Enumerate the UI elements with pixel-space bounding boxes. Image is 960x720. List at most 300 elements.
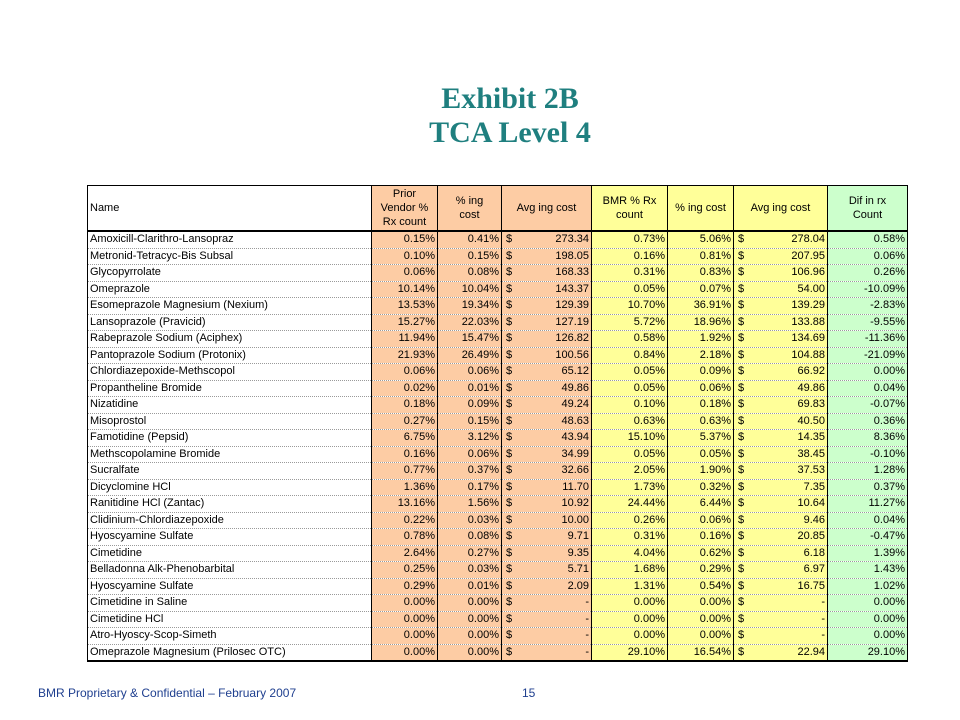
header-dif-l1: Dif in rx <box>848 195 887 207</box>
amount: 54.00 <box>797 282 825 295</box>
cell-name: Rabeprazole Sodium (Aciphex) <box>88 331 372 348</box>
cell-name: Hyoscyamine Sulfate <box>88 529 372 546</box>
cell-pct-ing: 3.12% <box>438 430 502 447</box>
cell-dif: -10.09% <box>828 281 908 298</box>
cell-bmr-avg-ing <box>734 611 828 628</box>
cell-avg-ing <box>502 248 592 265</box>
currency-symbol: $ <box>506 414 513 427</box>
table-row <box>88 347 908 364</box>
amount: 9.46 <box>803 513 825 526</box>
cell-bmr-avg-ing <box>734 380 828 397</box>
header-bmr-avg-ing: Avg ing cost <box>734 186 828 232</box>
cell-bmr-pct-ing: 6.44% <box>668 496 734 513</box>
amount: 207.95 <box>791 249 825 262</box>
cell-prior-vendor: 0.06% <box>372 364 438 381</box>
cell-bmr-pct-ing: 16.54% <box>668 644 734 661</box>
cell-bmr-rx: 0.84% <box>592 347 668 364</box>
currency-symbol: $ <box>738 332 745 345</box>
currency-symbol: $ <box>738 315 745 328</box>
cell-prior-vendor: 15.27% <box>372 314 438 331</box>
cell-pct-ing: 1.56% <box>438 496 502 513</box>
cell-name: Metronid-Tetracyc-Bis Subsal <box>88 248 372 265</box>
cell-dif: 1.02% <box>828 578 908 595</box>
cell-name: Propantheline Bromide <box>88 380 372 397</box>
table-row <box>88 364 908 381</box>
cell-avg-ing <box>502 644 592 661</box>
amount: 11.70 <box>562 480 589 493</box>
cell-bmr-rx: 0.16% <box>592 248 668 265</box>
table-header-row <box>88 186 908 232</box>
amount: 32.66 <box>561 464 589 477</box>
currency-symbol: $ <box>506 464 513 477</box>
header-bmr-pct-ing: % ing cost <box>668 186 734 232</box>
cell-prior-vendor: 0.00% <box>372 611 438 628</box>
cell-dif: -0.07% <box>828 397 908 414</box>
cell-prior-vendor: 0.02% <box>372 380 438 397</box>
cell-bmr-pct-ing: 0.07% <box>668 281 734 298</box>
amount: 127.19 <box>555 315 589 328</box>
cell-name: Nizatidine <box>88 397 372 414</box>
table-row <box>88 397 908 414</box>
currency-symbol: $ <box>506 579 513 592</box>
cell-bmr-avg-ing <box>734 512 828 529</box>
table-row <box>88 265 908 282</box>
cell-avg-ing <box>502 298 592 315</box>
table-row <box>88 380 908 397</box>
amount: 5.71 <box>567 563 589 576</box>
cell-pct-ing: 0.08% <box>438 265 502 282</box>
cell-pct-ing: 0.37% <box>438 463 502 480</box>
cell-prior-vendor: 10.14% <box>372 281 438 298</box>
currency-symbol: $ <box>506 596 513 609</box>
currency-symbol: $ <box>738 563 745 576</box>
footer-confidential: BMR Proprietary & Confidential – February 2007 <box>38 686 297 700</box>
cell-bmr-pct-ing: 0.06% <box>668 512 734 529</box>
cell-prior-vendor: 13.16% <box>372 496 438 513</box>
header-bmr-rx <box>592 186 668 232</box>
cell-bmr-pct-ing: 0.06% <box>668 380 734 397</box>
cell-dif: -2.83% <box>828 298 908 315</box>
cell-bmr-rx: 15.10% <box>592 430 668 447</box>
cell-prior-vendor: 11.94% <box>372 331 438 348</box>
amount: 43.94 <box>561 431 589 444</box>
cell-bmr-pct-ing: 0.00% <box>668 595 734 612</box>
cell-bmr-rx: 4.04% <box>592 545 668 562</box>
amount: 143.37 <box>555 282 589 295</box>
cell-bmr-avg-ing <box>734 578 828 595</box>
cell-dif: 1.43% <box>828 562 908 579</box>
amount: 10.92 <box>561 497 589 510</box>
cell-bmr-pct-ing: 0.29% <box>668 562 734 579</box>
cell-bmr-rx: 2.05% <box>592 463 668 480</box>
cell-avg-ing <box>502 512 592 529</box>
cell-dif: 0.36% <box>828 413 908 430</box>
cell-bmr-pct-ing: 5.37% <box>668 430 734 447</box>
amount: 49.86 <box>561 381 589 394</box>
table-row <box>88 578 908 595</box>
cell-bmr-avg-ing <box>734 331 828 348</box>
cell-bmr-pct-ing: 0.81% <box>668 248 734 265</box>
cell-prior-vendor: 0.00% <box>372 628 438 645</box>
currency-symbol: $ <box>506 447 513 460</box>
cell-bmr-avg-ing <box>734 364 828 381</box>
cell-prior-vendor: 0.10% <box>372 248 438 265</box>
data-table <box>87 185 908 662</box>
header-prior <box>372 186 438 232</box>
cell-bmr-rx: 0.05% <box>592 446 668 463</box>
cell-avg-ing <box>502 446 592 463</box>
cell-prior-vendor: 0.06% <box>372 265 438 282</box>
cell-avg-ing <box>502 231 592 248</box>
cell-pct-ing: 0.01% <box>438 380 502 397</box>
cell-bmr-rx: 0.05% <box>592 281 668 298</box>
cell-bmr-pct-ing: 0.00% <box>668 628 734 645</box>
table-row <box>88 248 908 265</box>
cell-bmr-pct-ing: 0.00% <box>668 611 734 628</box>
currency-symbol: $ <box>506 299 513 312</box>
cell-dif: 8.36% <box>828 430 908 447</box>
cell-bmr-avg-ing <box>734 529 828 546</box>
currency-symbol: $ <box>738 546 745 559</box>
currency-symbol: $ <box>506 530 513 543</box>
amount: 49.86 <box>797 381 825 394</box>
currency-symbol: $ <box>506 348 513 361</box>
cell-pct-ing: 0.15% <box>438 413 502 430</box>
cell-bmr-avg-ing <box>734 644 828 661</box>
currency-symbol: $ <box>738 348 745 361</box>
currency-symbol: $ <box>738 299 745 312</box>
cell-name: Cimetidine <box>88 545 372 562</box>
header-pct-ing-l1: % ing <box>455 195 484 207</box>
cell-dif: -0.47% <box>828 529 908 546</box>
cell-dif: 1.28% <box>828 463 908 480</box>
currency-symbol: $ <box>506 513 513 526</box>
cell-name: Methscopolamine Bromide <box>88 446 372 463</box>
amount: 34.99 <box>561 447 589 460</box>
cell-bmr-avg-ing <box>734 231 828 248</box>
cell-bmr-avg-ing <box>734 265 828 282</box>
cell-bmr-rx: 0.58% <box>592 331 668 348</box>
table-row <box>88 281 908 298</box>
cell-prior-vendor: 0.15% <box>372 231 438 248</box>
amount: - <box>821 596 825 609</box>
amount: 9.35 <box>567 546 589 559</box>
cell-name: Clidinium-Chlordiazepoxide <box>88 512 372 529</box>
cell-name: Famotidine (Pepsid) <box>88 430 372 447</box>
currency-symbol: $ <box>506 249 513 262</box>
currency-symbol: $ <box>738 480 745 493</box>
header-bmr-rx-l1: BMR % Rx <box>602 195 657 207</box>
cell-dif: 0.00% <box>828 611 908 628</box>
cell-bmr-rx: 29.10% <box>592 644 668 661</box>
currency-symbol: $ <box>738 497 745 510</box>
page-number: 15 <box>522 686 536 700</box>
cell-pct-ing: 0.27% <box>438 545 502 562</box>
currency-symbol: $ <box>738 579 745 592</box>
title-line-2: TCA Level 4 <box>429 116 591 149</box>
cell-pct-ing: 0.06% <box>438 446 502 463</box>
cell-pct-ing: 15.47% <box>438 331 502 348</box>
currency-symbol: $ <box>506 381 513 394</box>
cell-dif: 11.27% <box>828 496 908 513</box>
currency-symbol: $ <box>506 546 513 559</box>
cell-name: Belladonna Alk-Phenobarbital <box>88 562 372 579</box>
currency-symbol: $ <box>738 513 745 526</box>
amount: 100.56 <box>555 348 589 361</box>
cell-dif: -9.55% <box>828 314 908 331</box>
table-row <box>88 314 908 331</box>
cell-bmr-avg-ing <box>734 496 828 513</box>
cell-name: Cimetidine in Saline <box>88 595 372 612</box>
header-avg-ing: Avg ing cost <box>502 186 592 232</box>
header-prior-l1: Prior <box>392 188 417 200</box>
cell-pct-ing: 19.34% <box>438 298 502 315</box>
header-dif-l2: Count <box>852 209 883 221</box>
table-row <box>88 644 908 661</box>
currency-symbol: $ <box>738 249 745 262</box>
amount: 6.97 <box>803 563 825 576</box>
currency-symbol: $ <box>738 596 745 609</box>
amount: 2.09 <box>567 579 589 592</box>
cell-bmr-rx: 0.05% <box>592 380 668 397</box>
cell-bmr-avg-ing <box>734 545 828 562</box>
page-title <box>0 82 960 150</box>
cell-avg-ing <box>502 430 592 447</box>
cell-prior-vendor: 2.64% <box>372 545 438 562</box>
cell-dif: 1.39% <box>828 545 908 562</box>
table-row <box>88 446 908 463</box>
cell-bmr-pct-ing: 36.91% <box>668 298 734 315</box>
amount: 6.18 <box>803 546 825 559</box>
cell-bmr-avg-ing <box>734 446 828 463</box>
cell-name: Pantoprazole Sodium (Protonix) <box>88 347 372 364</box>
cell-avg-ing <box>502 479 592 496</box>
amount: 198.05 <box>555 249 589 262</box>
cell-pct-ing: 0.03% <box>438 512 502 529</box>
cell-dif: 0.58% <box>828 231 908 248</box>
cell-bmr-rx: 0.00% <box>592 611 668 628</box>
cell-pct-ing: 0.09% <box>438 397 502 414</box>
cell-dif: 0.00% <box>828 364 908 381</box>
cell-dif: 29.10% <box>828 644 908 661</box>
currency-symbol: $ <box>506 480 513 493</box>
amount: 10.64 <box>797 497 825 510</box>
currency-symbol: $ <box>738 431 745 444</box>
cell-pct-ing: 0.15% <box>438 248 502 265</box>
cell-prior-vendor: 0.77% <box>372 463 438 480</box>
cell-pct-ing: 0.08% <box>438 529 502 546</box>
currency-symbol: $ <box>738 381 745 394</box>
cell-bmr-pct-ing: 1.90% <box>668 463 734 480</box>
currency-symbol: $ <box>506 233 513 246</box>
cell-name: Esomeprazole Magnesium (Nexium) <box>88 298 372 315</box>
cell-avg-ing <box>502 578 592 595</box>
amount: - <box>821 612 825 625</box>
currency-symbol: $ <box>506 266 513 279</box>
cell-avg-ing <box>502 595 592 612</box>
cell-bmr-pct-ing: 0.83% <box>668 265 734 282</box>
table-row <box>88 430 908 447</box>
amount: 104.88 <box>791 348 825 361</box>
cell-bmr-avg-ing <box>734 397 828 414</box>
table-row <box>88 595 908 612</box>
cell-avg-ing <box>502 265 592 282</box>
cell-bmr-avg-ing <box>734 248 828 265</box>
amount: - <box>585 645 589 658</box>
cell-prior-vendor: 0.27% <box>372 413 438 430</box>
amount: - <box>821 629 825 642</box>
cell-pct-ing: 22.03% <box>438 314 502 331</box>
header-pct-ing <box>438 186 502 232</box>
cell-bmr-avg-ing <box>734 314 828 331</box>
cell-avg-ing <box>502 496 592 513</box>
cell-bmr-avg-ing <box>734 347 828 364</box>
amount: 48.63 <box>561 414 589 427</box>
cell-pct-ing: 0.00% <box>438 628 502 645</box>
cell-bmr-avg-ing <box>734 298 828 315</box>
cell-pct-ing: 0.00% <box>438 611 502 628</box>
amount: 273.34 <box>555 233 589 246</box>
cell-bmr-avg-ing <box>734 413 828 430</box>
cell-dif: 0.00% <box>828 628 908 645</box>
cell-bmr-pct-ing: 5.06% <box>668 231 734 248</box>
cell-dif: -21.09% <box>828 347 908 364</box>
cell-pct-ing: 0.06% <box>438 364 502 381</box>
currency-symbol: $ <box>506 365 513 378</box>
cell-bmr-rx: 0.00% <box>592 595 668 612</box>
cell-avg-ing <box>502 347 592 364</box>
cell-bmr-pct-ing: 0.54% <box>668 578 734 595</box>
cell-name: Lansoprazole (Pravicid) <box>88 314 372 331</box>
cell-name: Sucralfate <box>88 463 372 480</box>
amount: 129.39 <box>555 299 589 312</box>
cell-name: Atro-Hyoscy-Scop-Simeth <box>88 628 372 645</box>
cell-bmr-avg-ing <box>734 562 828 579</box>
cell-bmr-rx: 1.68% <box>592 562 668 579</box>
cell-pct-ing: 0.17% <box>438 479 502 496</box>
table-row <box>88 628 908 645</box>
header-bmr-rx-l2: count <box>616 209 643 221</box>
cell-avg-ing <box>502 331 592 348</box>
cell-dif: 0.00% <box>828 595 908 612</box>
currency-symbol: $ <box>738 464 745 477</box>
amount: 38.45 <box>797 447 825 460</box>
cell-bmr-rx: 0.05% <box>592 364 668 381</box>
cell-name: Dicyclomine HCl <box>88 479 372 496</box>
cell-pct-ing: 0.00% <box>438 595 502 612</box>
cell-bmr-pct-ing: 0.62% <box>668 545 734 562</box>
amount: 278.04 <box>791 233 825 246</box>
cell-bmr-pct-ing: 0.32% <box>668 479 734 496</box>
currency-symbol: $ <box>738 612 745 625</box>
currency-symbol: $ <box>738 282 745 295</box>
cell-prior-vendor: 0.00% <box>372 644 438 661</box>
cell-name: Ranitidine HCl (Zantac) <box>88 496 372 513</box>
cell-bmr-pct-ing: 2.18% <box>668 347 734 364</box>
table-row <box>88 479 908 496</box>
cell-name: Misoprostol <box>88 413 372 430</box>
cell-bmr-pct-ing: 0.63% <box>668 413 734 430</box>
cell-avg-ing <box>502 380 592 397</box>
currency-symbol: $ <box>738 629 745 642</box>
cell-name: Cimetidine HCl <box>88 611 372 628</box>
amount: 69.83 <box>797 398 825 411</box>
table-row <box>88 231 908 248</box>
currency-symbol: $ <box>506 398 513 411</box>
currency-symbol: $ <box>738 233 745 246</box>
amount: 126.82 <box>555 332 589 345</box>
cell-pct-ing: 0.03% <box>438 562 502 579</box>
cell-prior-vendor: 0.18% <box>372 397 438 414</box>
amount: 168.33 <box>555 266 589 279</box>
amount: 9.71 <box>567 530 589 543</box>
cell-avg-ing <box>502 611 592 628</box>
amount: 10.00 <box>561 513 589 526</box>
cell-bmr-rx: 0.73% <box>592 231 668 248</box>
cell-avg-ing <box>502 628 592 645</box>
cell-pct-ing: 26.49% <box>438 347 502 364</box>
currency-symbol: $ <box>506 431 513 444</box>
cell-prior-vendor: 0.78% <box>372 529 438 546</box>
cell-dif: 0.26% <box>828 265 908 282</box>
cell-prior-vendor: 1.36% <box>372 479 438 496</box>
cell-avg-ing <box>502 364 592 381</box>
amount: 20.85 <box>797 530 825 543</box>
table-row <box>88 562 908 579</box>
amount: 133.88 <box>791 315 825 328</box>
currency-symbol: $ <box>506 629 513 642</box>
cell-avg-ing <box>502 413 592 430</box>
table-row <box>88 331 908 348</box>
cell-pct-ing: 10.04% <box>438 281 502 298</box>
currency-symbol: $ <box>738 398 745 411</box>
cell-bmr-rx: 1.73% <box>592 479 668 496</box>
cell-bmr-avg-ing <box>734 463 828 480</box>
cell-dif: 0.37% <box>828 479 908 496</box>
cell-bmr-rx: 0.31% <box>592 529 668 546</box>
amount: - <box>585 629 589 642</box>
cell-bmr-rx: 0.26% <box>592 512 668 529</box>
cell-name: Hyoscyamine Sulfate <box>88 578 372 595</box>
table-row <box>88 496 908 513</box>
currency-symbol: $ <box>506 563 513 576</box>
header-dif <box>828 186 908 232</box>
table-row <box>88 463 908 480</box>
amount: 37.53 <box>797 464 825 477</box>
amount: 7.35 <box>803 480 825 493</box>
cell-bmr-avg-ing <box>734 479 828 496</box>
currency-symbol: $ <box>738 447 745 460</box>
cell-bmr-pct-ing: 0.05% <box>668 446 734 463</box>
cell-name: Omeprazole <box>88 281 372 298</box>
cell-avg-ing <box>502 397 592 414</box>
cell-name: Chlordiazepoxide-Methscopol <box>88 364 372 381</box>
cell-dif: 0.04% <box>828 380 908 397</box>
cell-bmr-avg-ing <box>734 595 828 612</box>
amount: 134.69 <box>791 332 825 345</box>
header-prior-l3: Rx count <box>382 216 427 228</box>
cell-prior-vendor: 13.53% <box>372 298 438 315</box>
cell-name: Glycopyrrolate <box>88 265 372 282</box>
cell-name: Amoxicill-Clarithro-Lansopraz <box>88 231 372 248</box>
amount: 14.35 <box>797 431 825 444</box>
cell-bmr-rx: 0.10% <box>592 397 668 414</box>
currency-symbol: $ <box>506 612 513 625</box>
cell-bmr-pct-ing: 0.09% <box>668 364 734 381</box>
cell-avg-ing <box>502 545 592 562</box>
cell-dif: 0.06% <box>828 248 908 265</box>
amount: 49.24 <box>561 398 589 411</box>
